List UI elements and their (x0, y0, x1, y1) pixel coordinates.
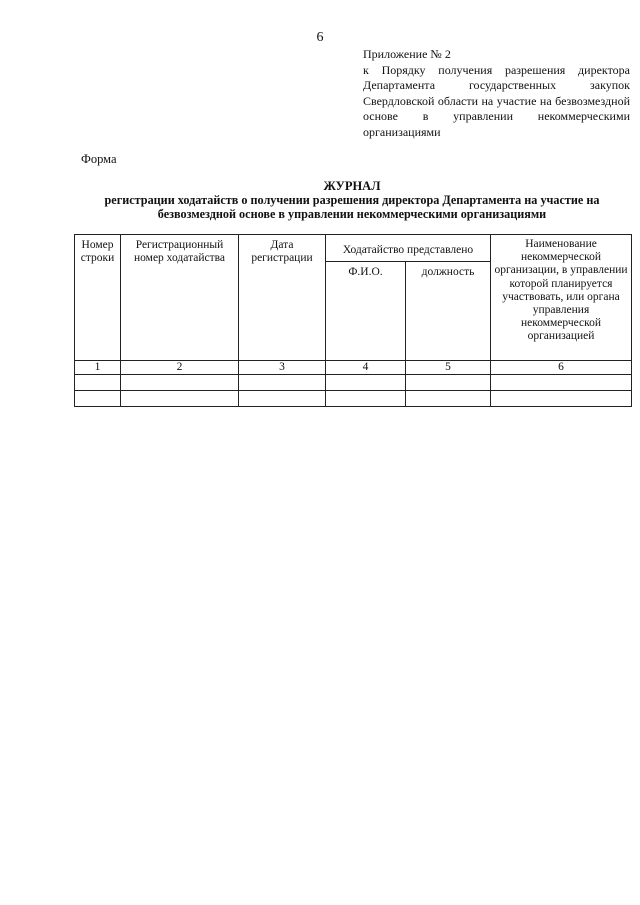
header-full-name: Ф.И.О. (326, 262, 406, 361)
appendix-body: к Порядку получения разрешения директора Департамента государственных закупок Свердловской области на участие на безвозмездной основе в управлении некоммерческими организациями (363, 62, 630, 139)
column-number: 3 (239, 361, 326, 375)
table-cell (239, 375, 326, 391)
table-cell (121, 391, 239, 407)
header-petition-submitted: Ходатайство представлено (326, 235, 491, 262)
header-organization-name: Наименование некоммерческой организации, в управлении которой планируется участвовать, или органа управления некоммерческой организацией (491, 235, 632, 361)
table-cell (491, 375, 632, 391)
column-number: 2 (121, 361, 239, 375)
table-cell (406, 391, 491, 407)
registration-journal-table (74, 234, 632, 407)
column-number: 4 (326, 361, 406, 375)
table-cell (75, 375, 121, 391)
table-cell (406, 375, 491, 391)
page-number: 6 (316, 30, 324, 45)
appendix-title: Приложение № 2 (363, 47, 451, 61)
table-cell (75, 391, 121, 407)
table-cell (326, 391, 406, 407)
journal-title: ЖУРНАЛ (323, 179, 381, 193)
form-label: Форма (81, 152, 117, 166)
table-header-row (75, 235, 632, 262)
column-numbers-row (75, 361, 632, 375)
table-cell (491, 391, 632, 407)
journal-subtitle: регистрации ходатайств о получении разрешения директора Департамента на участие на безвозмездной основе в управлении некоммерческими организациями (104, 193, 600, 221)
table-cell (121, 375, 239, 391)
appendix-block (363, 47, 630, 140)
table-row (75, 391, 632, 407)
column-number: 5 (406, 361, 491, 375)
table-cell (326, 375, 406, 391)
column-number: 6 (491, 361, 632, 375)
column-number: 1 (75, 361, 121, 375)
table-row (75, 375, 632, 391)
header-row-number: Номер строки (75, 235, 121, 361)
header-registration-number: Регистрационный номер ходатайства (121, 235, 239, 361)
header-registration-date: Дата регистрации (239, 235, 326, 361)
header-position: должность (406, 262, 491, 361)
table-cell (239, 391, 326, 407)
